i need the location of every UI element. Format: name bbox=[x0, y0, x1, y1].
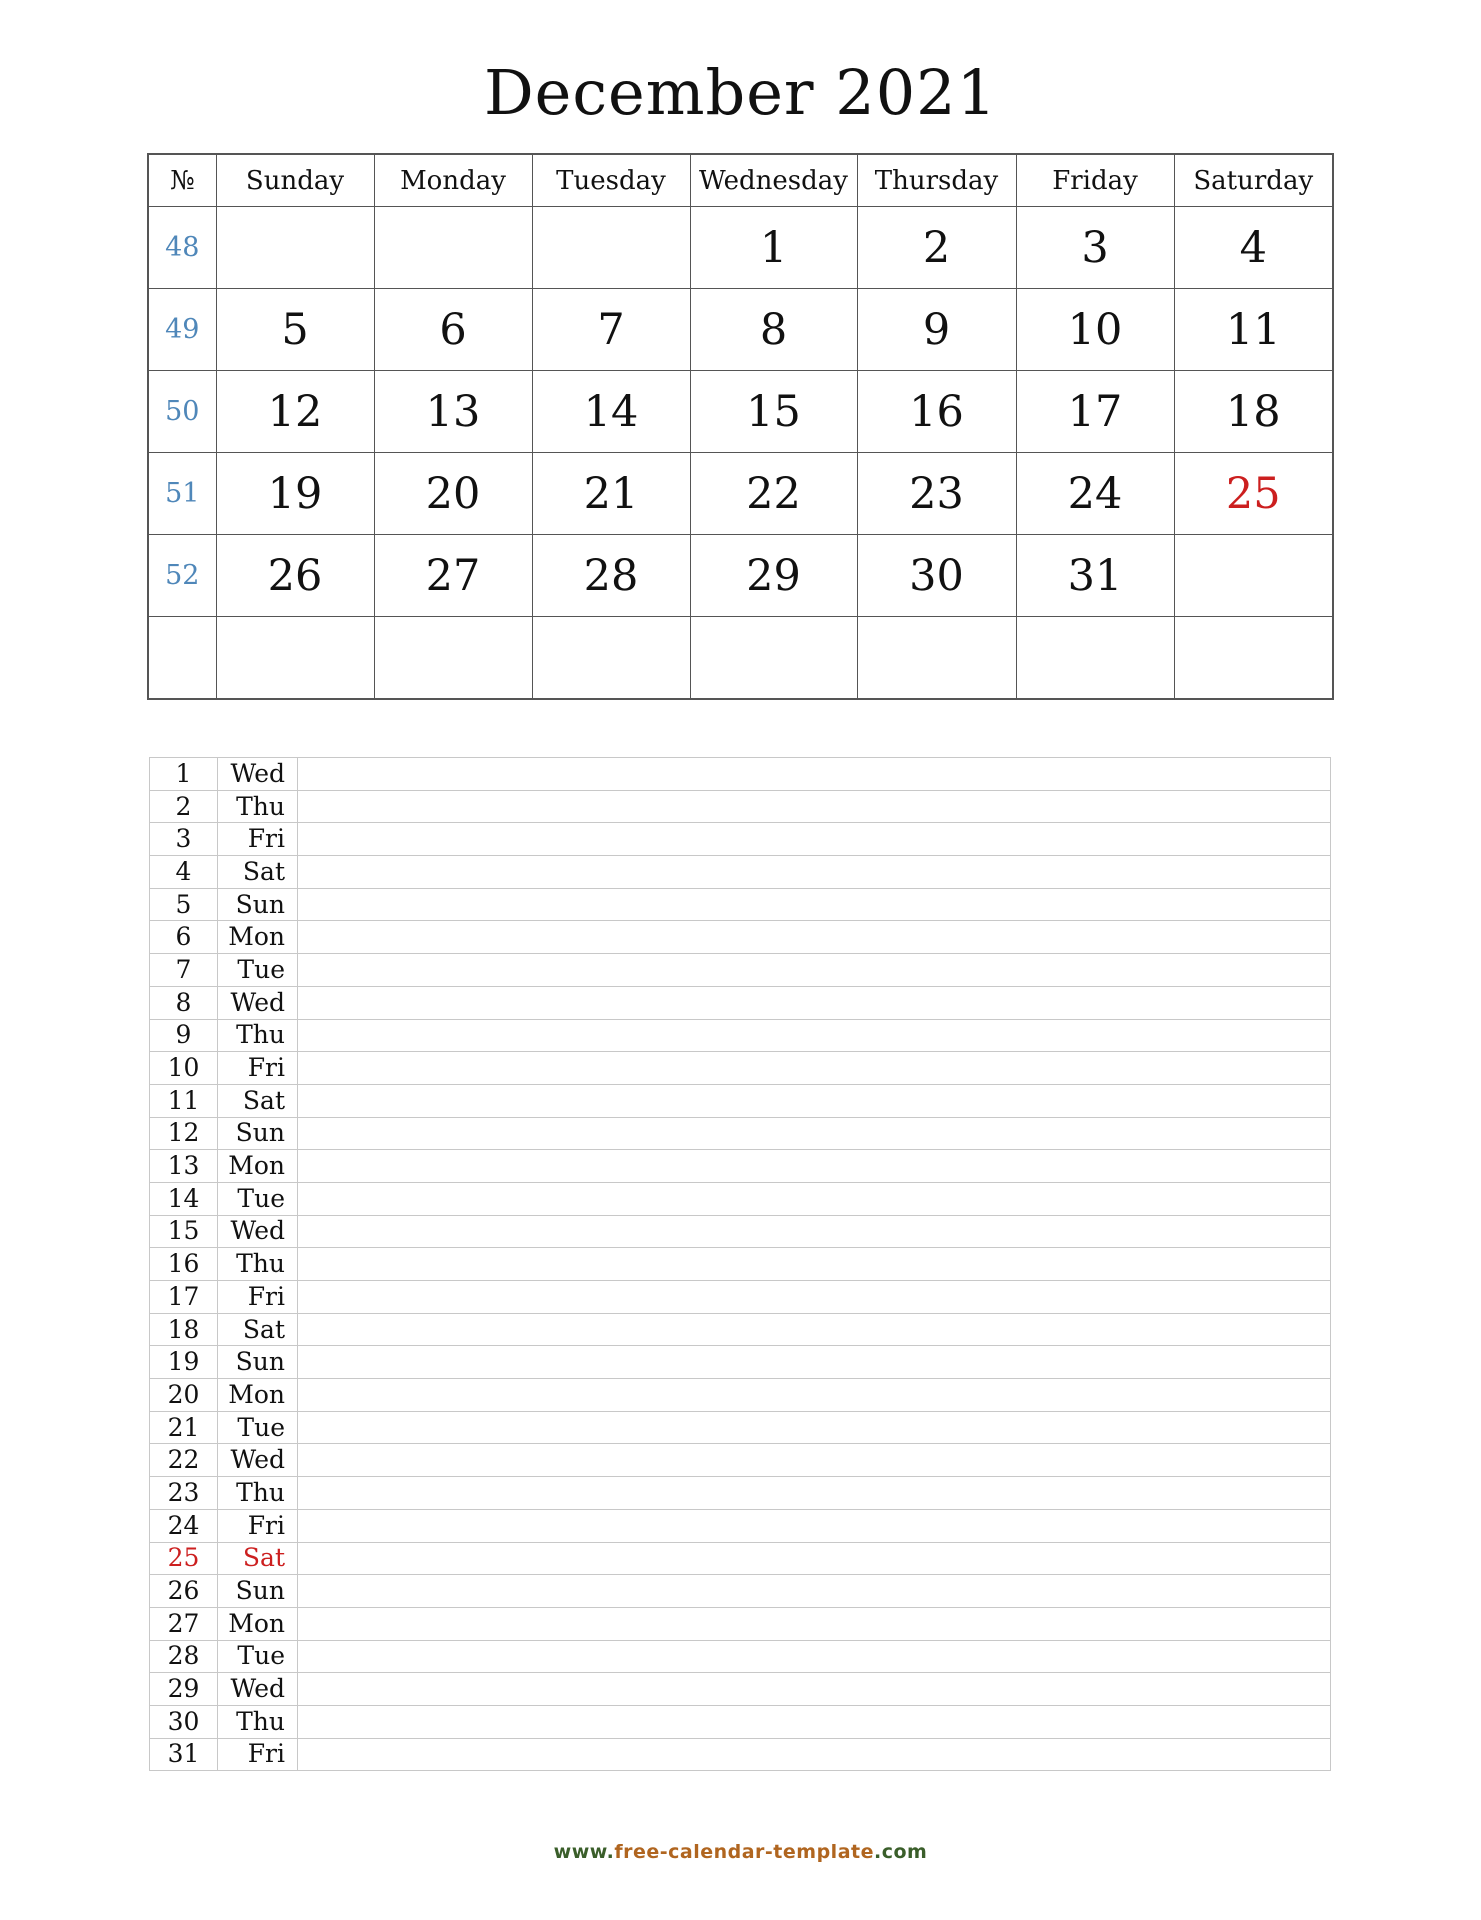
day-abbrev: Tue bbox=[218, 1182, 298, 1215]
note-space bbox=[298, 1542, 1331, 1575]
day-list-row bbox=[150, 888, 1331, 921]
day-number: 25 bbox=[150, 1542, 218, 1575]
day-cell: 15 bbox=[690, 371, 857, 453]
day-cell bbox=[1174, 617, 1333, 700]
day-number: 1 bbox=[150, 758, 218, 791]
day-cell: 16 bbox=[857, 371, 1016, 453]
note-space bbox=[298, 1444, 1331, 1477]
day-abbrev: Wed bbox=[218, 758, 298, 791]
note-space bbox=[298, 1150, 1331, 1183]
day-number: 22 bbox=[150, 1444, 218, 1477]
note-space bbox=[298, 1640, 1331, 1673]
day-abbrev: Sat bbox=[218, 856, 298, 889]
day-list-row bbox=[150, 1052, 1331, 1085]
day-list-row bbox=[150, 1509, 1331, 1542]
day-number: 13 bbox=[150, 1150, 218, 1183]
day-cell: 7 bbox=[532, 289, 690, 371]
day-cell: 18 bbox=[1174, 371, 1333, 453]
day-cell: 2 bbox=[857, 207, 1016, 289]
day-list-row bbox=[150, 1117, 1331, 1150]
day-cell: 17 bbox=[1016, 371, 1174, 453]
note-space bbox=[298, 888, 1331, 921]
day-cell: 11 bbox=[1174, 289, 1333, 371]
day-number: 2 bbox=[150, 790, 218, 823]
week-row bbox=[148, 289, 1333, 371]
day-number: 8 bbox=[150, 986, 218, 1019]
day-list-row bbox=[150, 823, 1331, 856]
day-number: 9 bbox=[150, 1019, 218, 1052]
note-space bbox=[298, 921, 1331, 954]
day-cell: 25 bbox=[1174, 453, 1333, 535]
day-abbrev: Thu bbox=[218, 1248, 298, 1281]
day-cell: 27 bbox=[374, 535, 532, 617]
day-number: 23 bbox=[150, 1477, 218, 1510]
day-cell: 12 bbox=[216, 371, 374, 453]
note-space bbox=[298, 1084, 1331, 1117]
day-abbrev: Sun bbox=[218, 1346, 298, 1379]
note-space bbox=[298, 1509, 1331, 1542]
day-cell bbox=[374, 207, 532, 289]
note-space bbox=[298, 1052, 1331, 1085]
day-abbrev: Fri bbox=[218, 1509, 298, 1542]
day-number: 16 bbox=[150, 1248, 218, 1281]
day-number: 20 bbox=[150, 1379, 218, 1412]
day-cell: 3 bbox=[1016, 207, 1174, 289]
day-cell: 8 bbox=[690, 289, 857, 371]
day-list-row bbox=[150, 921, 1331, 954]
day-cell: 5 bbox=[216, 289, 374, 371]
day-cell: 23 bbox=[857, 453, 1016, 535]
day-list-row bbox=[150, 1019, 1331, 1052]
footer-suffix: .com bbox=[873, 1841, 928, 1863]
week-number: 48 bbox=[148, 207, 216, 289]
day-abbrev: Tue bbox=[218, 1411, 298, 1444]
day-number: 17 bbox=[150, 1281, 218, 1314]
day-abbrev: Sat bbox=[218, 1084, 298, 1117]
note-space bbox=[298, 986, 1331, 1019]
day-cell: 28 bbox=[532, 535, 690, 617]
day-number: 3 bbox=[150, 823, 218, 856]
note-space bbox=[298, 1673, 1331, 1706]
day-cell: 14 bbox=[532, 371, 690, 453]
day-cell: 22 bbox=[690, 453, 857, 535]
day-list-row bbox=[150, 1281, 1331, 1314]
day-cell: 13 bbox=[374, 371, 532, 453]
day-list-row bbox=[150, 1705, 1331, 1738]
day-list-row bbox=[150, 1379, 1331, 1412]
weekday-header: Sunday bbox=[216, 154, 374, 207]
day-cell bbox=[1016, 617, 1174, 700]
week-row bbox=[148, 535, 1333, 617]
day-abbrev: Mon bbox=[218, 1607, 298, 1640]
day-cell bbox=[216, 617, 374, 700]
weekday-header: Friday bbox=[1016, 154, 1174, 207]
day-number: 12 bbox=[150, 1117, 218, 1150]
day-cell: 20 bbox=[374, 453, 532, 535]
day-number: 26 bbox=[150, 1575, 218, 1608]
note-space bbox=[298, 856, 1331, 889]
day-list-row bbox=[150, 1313, 1331, 1346]
day-abbrev: Thu bbox=[218, 790, 298, 823]
day-cell: 4 bbox=[1174, 207, 1333, 289]
day-list-row bbox=[150, 1542, 1331, 1575]
day-cell bbox=[857, 617, 1016, 700]
note-space bbox=[298, 1281, 1331, 1314]
day-cell: 10 bbox=[1016, 289, 1174, 371]
day-list-row bbox=[150, 1738, 1331, 1771]
day-abbrev: Sun bbox=[218, 888, 298, 921]
day-list-row bbox=[150, 1215, 1331, 1248]
day-cell: 31 bbox=[1016, 535, 1174, 617]
day-number: 21 bbox=[150, 1411, 218, 1444]
day-cell: 30 bbox=[857, 535, 1016, 617]
day-abbrev: Tue bbox=[218, 954, 298, 987]
day-abbrev: Thu bbox=[218, 1019, 298, 1052]
day-abbrev: Thu bbox=[218, 1705, 298, 1738]
week-number: 50 bbox=[148, 371, 216, 453]
day-list-row bbox=[150, 1575, 1331, 1608]
day-number: 14 bbox=[150, 1182, 218, 1215]
day-cell bbox=[1174, 535, 1333, 617]
day-abbrev: Fri bbox=[218, 1738, 298, 1771]
day-abbrev: Thu bbox=[218, 1477, 298, 1510]
day-number: 7 bbox=[150, 954, 218, 987]
day-cell: 21 bbox=[532, 453, 690, 535]
day-abbrev: Mon bbox=[218, 921, 298, 954]
day-cell: 1 bbox=[690, 207, 857, 289]
week-number-header: № bbox=[148, 154, 216, 207]
day-number: 24 bbox=[150, 1509, 218, 1542]
day-list-row bbox=[150, 954, 1331, 987]
week-row bbox=[148, 207, 1333, 289]
note-space bbox=[298, 823, 1331, 856]
day-abbrev: Tue bbox=[218, 1640, 298, 1673]
day-abbrev: Fri bbox=[218, 1281, 298, 1314]
day-list-row bbox=[150, 1248, 1331, 1281]
day-abbrev: Mon bbox=[218, 1150, 298, 1183]
note-space bbox=[298, 1705, 1331, 1738]
note-space bbox=[298, 1411, 1331, 1444]
day-list-row bbox=[150, 790, 1331, 823]
day-abbrev: Wed bbox=[218, 1673, 298, 1706]
day-number: 5 bbox=[150, 888, 218, 921]
day-number: 18 bbox=[150, 1313, 218, 1346]
day-number: 11 bbox=[150, 1084, 218, 1117]
day-list-row bbox=[150, 856, 1331, 889]
day-list-row bbox=[150, 1640, 1331, 1673]
day-number: 29 bbox=[150, 1673, 218, 1706]
day-abbrev: Sun bbox=[218, 1117, 298, 1150]
day-number: 4 bbox=[150, 856, 218, 889]
day-abbrev: Wed bbox=[218, 1444, 298, 1477]
day-list-row bbox=[150, 1411, 1331, 1444]
day-list-row bbox=[150, 758, 1331, 791]
day-list-row bbox=[150, 1607, 1331, 1640]
page-title: December 2021 bbox=[483, 56, 998, 129]
day-list-row bbox=[150, 1477, 1331, 1510]
day-cell bbox=[216, 207, 374, 289]
note-space bbox=[298, 1313, 1331, 1346]
day-cell bbox=[532, 207, 690, 289]
day-cell bbox=[532, 617, 690, 700]
day-list-row bbox=[150, 1444, 1331, 1477]
day-abbrev: Fri bbox=[218, 823, 298, 856]
day-number: 31 bbox=[150, 1738, 218, 1771]
note-space bbox=[298, 954, 1331, 987]
footer-prefix: www. bbox=[553, 1841, 615, 1863]
week-row bbox=[148, 371, 1333, 453]
note-space bbox=[298, 1117, 1331, 1150]
day-number: 10 bbox=[150, 1052, 218, 1085]
day-cell bbox=[374, 617, 532, 700]
note-space bbox=[298, 1379, 1331, 1412]
month-calendar-grid bbox=[147, 153, 1334, 700]
weekday-header: Wednesday bbox=[690, 154, 857, 207]
week-row bbox=[148, 617, 1333, 700]
weekday-header: Saturday bbox=[1174, 154, 1333, 207]
week-number: 52 bbox=[148, 535, 216, 617]
day-abbrev: Wed bbox=[218, 986, 298, 1019]
day-number: 15 bbox=[150, 1215, 218, 1248]
footer-website bbox=[0, 1841, 1481, 1863]
note-space bbox=[298, 1248, 1331, 1281]
note-space bbox=[298, 1215, 1331, 1248]
weekday-header: Monday bbox=[374, 154, 532, 207]
day-cell: 6 bbox=[374, 289, 532, 371]
day-cell: 26 bbox=[216, 535, 374, 617]
day-abbrev: Sun bbox=[218, 1575, 298, 1608]
day-cell: 9 bbox=[857, 289, 1016, 371]
footer-brand: free-calendar-template bbox=[614, 1841, 874, 1863]
note-space bbox=[298, 1738, 1331, 1771]
day-abbrev: Mon bbox=[218, 1379, 298, 1412]
day-number: 30 bbox=[150, 1705, 218, 1738]
day-list-row bbox=[150, 1182, 1331, 1215]
day-abbrev: Sat bbox=[218, 1542, 298, 1575]
day-number: 6 bbox=[150, 921, 218, 954]
week-number: 49 bbox=[148, 289, 216, 371]
day-cell: 24 bbox=[1016, 453, 1174, 535]
note-space bbox=[298, 758, 1331, 791]
week-number bbox=[148, 617, 216, 700]
weekday-header: Tuesday bbox=[532, 154, 690, 207]
week-number: 51 bbox=[148, 453, 216, 535]
day-cell: 29 bbox=[690, 535, 857, 617]
day-abbrev: Wed bbox=[218, 1215, 298, 1248]
note-space bbox=[298, 1182, 1331, 1215]
day-list-row bbox=[150, 1150, 1331, 1183]
day-number: 28 bbox=[150, 1640, 218, 1673]
day-list-row bbox=[150, 1346, 1331, 1379]
day-list-row bbox=[150, 1084, 1331, 1117]
daily-notes-list bbox=[149, 757, 1331, 1771]
weekday-header: Thursday bbox=[857, 154, 1016, 207]
day-cell: 19 bbox=[216, 453, 374, 535]
note-space bbox=[298, 1346, 1331, 1379]
weekday-header-row bbox=[148, 154, 1333, 207]
note-space bbox=[298, 790, 1331, 823]
day-number: 27 bbox=[150, 1607, 218, 1640]
day-abbrev: Fri bbox=[218, 1052, 298, 1085]
note-space bbox=[298, 1607, 1331, 1640]
note-space bbox=[298, 1575, 1331, 1608]
day-number: 19 bbox=[150, 1346, 218, 1379]
note-space bbox=[298, 1019, 1331, 1052]
week-row bbox=[148, 453, 1333, 535]
day-abbrev: Sat bbox=[218, 1313, 298, 1346]
day-list-row bbox=[150, 986, 1331, 1019]
day-cell bbox=[690, 617, 857, 700]
note-space bbox=[298, 1477, 1331, 1510]
day-list-row bbox=[150, 1673, 1331, 1706]
